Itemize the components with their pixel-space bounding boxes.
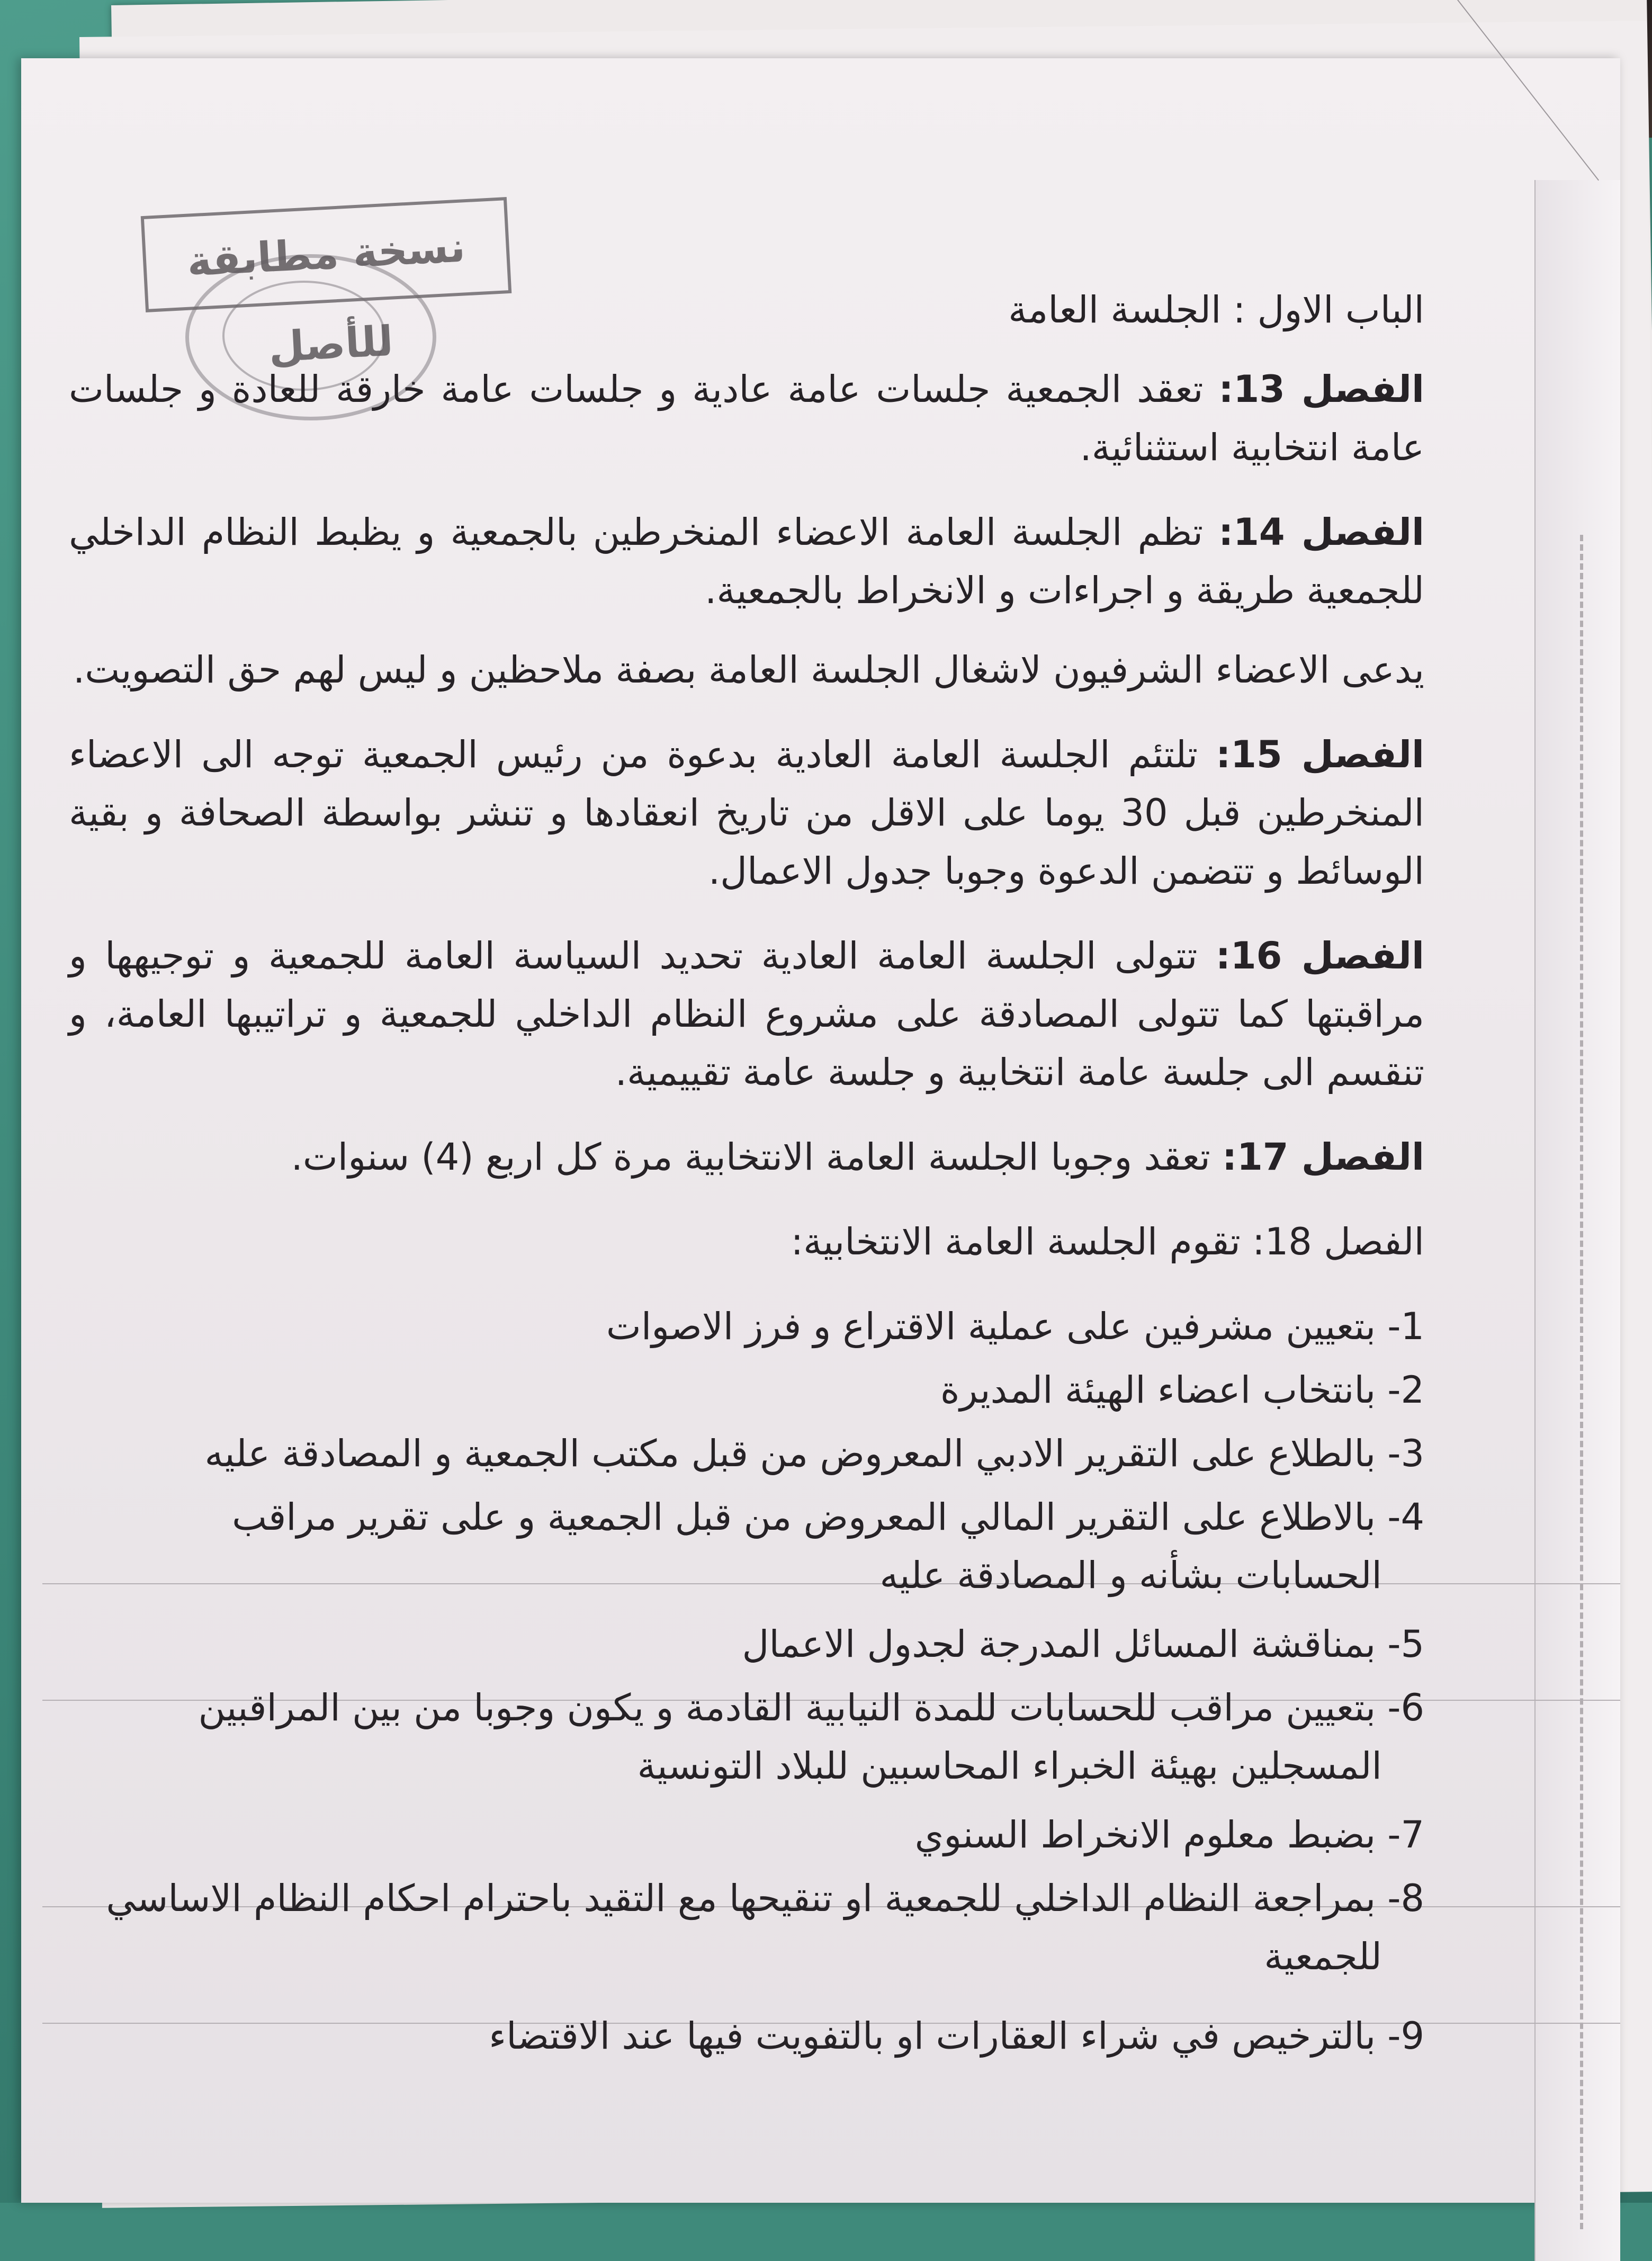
list-item-text: بالطلاع على التقرير الادبي المعروض من قبل مكتب الجمعية و المصادقة عليه [204, 1432, 1376, 1475]
list-item-number: 7- [1387, 1813, 1424, 1856]
list-item [69, 1615, 1424, 1673]
list-item-text: بالترخيص في شراء العقارات او بالتفويت فيها عند الاقتضاء [489, 2014, 1376, 2058]
article-17 [69, 1128, 1424, 1186]
article-label: الفصل 17: [1222, 1135, 1424, 1179]
stamp-text: نسخة مطابقة للأصل [141, 197, 512, 312]
article-text: تعقد الجمعية جلسات عامة عادية و جلسات عامة خارقة للعادة و جلسات عامة انتخابية استثنائية. [69, 367, 1424, 469]
article-18 [69, 1213, 1424, 1271]
list-item-text: بالاطلاع على التقرير المالي المعروض من قبل الجمعية و على تقرير مراقب [232, 1495, 1376, 1539]
list-item-text: بتعيين مراقب للحسابات للمدة النيابية القادمة و يكون وجوبا من بين المراقبين [198, 1686, 1376, 1729]
article-label: الفصل 13: [1218, 367, 1424, 411]
document-page [21, 58, 1620, 2203]
article-15 [69, 725, 1424, 900]
article-13 [69, 360, 1424, 477]
list-item-continuation: المسجلين بهيئة الخبراء المحاسبين للبلاد التونسية [637, 1744, 1382, 1788]
list-item-number: 3- [1387, 1432, 1424, 1475]
article-text: تظم الجلسة العامة الاعضاء المنخرطين بالجمعية و يظبط النظام الداخلي للجمعية طريقة و اجراءات و الانخراط بالجمعية. [69, 510, 1424, 612]
section-title: الباب الاول : الجلسة العامة [1008, 288, 1424, 331]
list-item-number: 2- [1387, 1368, 1424, 1412]
article-14 [69, 503, 1424, 620]
folded-page-edge [1534, 180, 1620, 2261]
article-text: تلتئم الجلسة العامة العادية بدعوة من رئيس الجمعية توجه الى الاعضاء المنخرطين قبل 30 يوما على الاقل من تاريخ انعقادها و تنشر بواسطة الصحافة و بقية الوسائط و تتضمن الدعوة وجوبا جدول الاعمال. [69, 733, 1424, 893]
article-text: تقوم الجلسة العامة الانتخابية: [791, 1220, 1241, 1263]
list-item-text: بضبط معلوم الانخراط السنوي [914, 1813, 1376, 1856]
article-label: الفصل 15: [1216, 733, 1424, 776]
list-item [69, 1297, 1424, 1356]
article-text: تتولى الجلسة العامة العادية تحديد السياسة العامة للجمعية و توجيهها و مراقبتها كما تتولى المصادقة على مشروع النظام الداخلي للجمعية و تراتيبها العامة، و تنقسم الى جلسة عامة انتخابية و جلسة عامة تقييمية. [69, 934, 1424, 1094]
list-item [69, 2007, 1424, 2065]
list-item [69, 1424, 1424, 1483]
list-item-number: 6- [1387, 1686, 1424, 1729]
list-item-number: 5- [1387, 1622, 1424, 1666]
list-item-continuation: الحسابات بشأنه و المصادقة عليه [879, 1554, 1382, 1597]
article-16 [69, 927, 1424, 1101]
list-item-text: بانتخاب اعضاء الهيئة المديرة [940, 1368, 1376, 1412]
list-item-number: 9- [1387, 2014, 1424, 2058]
article-label: الفصل 14: [1218, 510, 1424, 554]
list-item-number: 4- [1387, 1495, 1424, 1539]
article-label: الفصل 18: [1252, 1220, 1424, 1263]
honorary-members-note [69, 641, 1424, 699]
list-item-text: بمراجعة النظام الداخلي للجمعية او تنقيحها مع التقيد باحترام احكام النظام الاساسي [106, 1877, 1376, 1920]
list-item-number: 8- [1387, 1877, 1424, 1920]
article-label: الفصل 16: [1215, 934, 1424, 977]
list-item-text: بمناقشة المسائل المدرجة لجدول الاعمال [742, 1622, 1376, 1666]
list-item-text: بتعيين مشرفين على عملية الاقتراع و فرز الاصوات [606, 1305, 1376, 1348]
perforated-edge [1580, 535, 1583, 2229]
list-item-continuation: للجمعية [1264, 1935, 1382, 1978]
list-item-number: 1- [1387, 1305, 1424, 1348]
article-text: تعقد وجوبا الجلسة العامة الانتخابية مرة كل اربع (4) سنوات. [291, 1135, 1210, 1179]
article-text: يدعى الاعضاء الشرفيون لاشغال الجلسة العامة بصفة ملاحظين و ليس لهم حق التصويت. [73, 648, 1424, 692]
list-item [69, 1869, 1424, 1986]
list-item [69, 1806, 1424, 1864]
list-item [69, 1679, 1424, 1795]
list-item [69, 1488, 1424, 1604]
list-item [69, 1361, 1424, 1419]
